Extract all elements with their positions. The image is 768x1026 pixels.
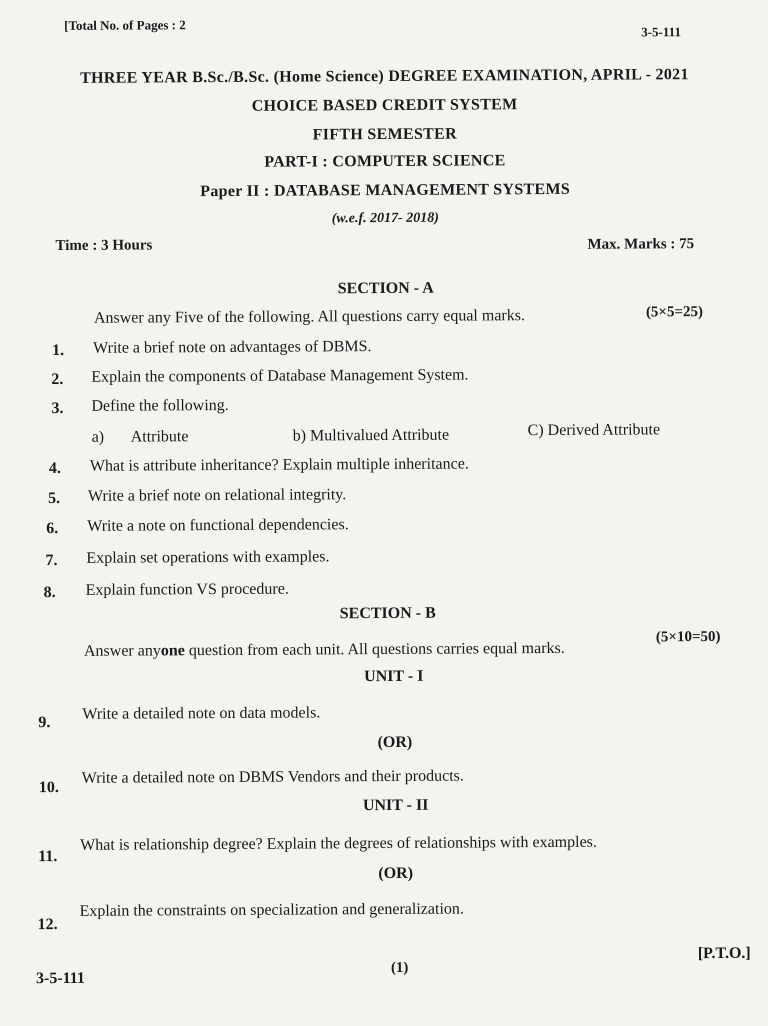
exam-validity: (w.e.f. 2017- 2018) xyxy=(331,210,439,227)
section-b-instruction xyxy=(84,640,565,661)
question-text: Define the following. xyxy=(91,396,229,415)
sub-option-c: C) Derived Attribute xyxy=(527,421,661,440)
question-number: 11. xyxy=(38,848,58,866)
question-text: Write a note on functional dependencies. xyxy=(87,516,349,535)
total-pages: [Total No. of Pages : 2 xyxy=(64,17,186,33)
instruction-emphasis: one xyxy=(160,642,185,660)
section-b-heading: SECTION - B xyxy=(339,604,436,623)
max-marks: Max. Marks : 75 xyxy=(587,236,695,253)
sub-option-a-label: a) xyxy=(91,428,105,446)
or-divider: (OR) xyxy=(378,864,414,883)
question-text: Write a brief note on relational integrity. xyxy=(87,486,347,505)
question-text: Explain the constraints on specialization and generalization. xyxy=(79,900,464,920)
question-number: 9. xyxy=(38,714,51,732)
question-number: 10. xyxy=(38,779,59,797)
section-a-instruction: Answer any Five of the following. All questions carry equal marks. xyxy=(93,307,526,327)
question-text: Write a detailed note on data models. xyxy=(82,704,321,723)
unit-2-heading: UNIT - II xyxy=(362,796,429,815)
question-text: What is relationship degree? Explain the degrees of relationships with examples. xyxy=(80,833,597,854)
sub-option-a: Attribute xyxy=(130,428,189,446)
question-number: 7. xyxy=(45,552,58,570)
exam-system: CHOICE BASED CREDIT SYSTEM xyxy=(251,96,518,115)
exam-semester: FIFTH SEMESTER xyxy=(312,125,457,144)
question-text: Explain set operations with examples. xyxy=(86,548,330,567)
sub-option-b: b) Multivalued Attribute xyxy=(292,426,450,445)
question-number: 1. xyxy=(52,341,65,360)
question-text: Write a detailed note on DBMS Vendors and their products. xyxy=(81,767,464,787)
pto-marker: [P.T.O.] xyxy=(697,944,751,963)
paper-code-footer: 3-5-111 xyxy=(35,969,85,988)
question-number: 8. xyxy=(43,584,56,602)
question-text: Explain function VS procedure. xyxy=(85,580,289,599)
question-number: 2. xyxy=(51,370,64,389)
question-number: 12. xyxy=(37,916,58,934)
or-divider: (OR) xyxy=(377,733,413,752)
question-number: 6. xyxy=(46,520,59,538)
question-text: Write a brief note on advantages of DBMS. xyxy=(93,338,372,357)
paper-code-top: 3-5-111 xyxy=(641,24,681,40)
exam-title: THREE YEAR B.Sc./B.Sc. (Home Science) DEGREE EXAMINATION, APRIL - 2021 xyxy=(80,66,689,87)
question-number: 5. xyxy=(47,489,61,508)
question-number: 3. xyxy=(51,399,64,418)
question-text: Explain the components of Database Management System. xyxy=(91,366,469,386)
instruction-pre: Answer any xyxy=(83,642,161,660)
section-b-marks: (5×10=50) xyxy=(655,628,721,646)
exam-part: PART-I : COMPUTER SCIENCE xyxy=(264,152,506,171)
page-number: (1) xyxy=(390,959,409,976)
exam-paper: Paper II : DATABASE MANAGEMENT SYSTEMS xyxy=(200,180,571,201)
section-a-heading: SECTION - A xyxy=(337,279,434,298)
question-number: 4. xyxy=(48,459,61,478)
time-label: Time : 3 Hours xyxy=(55,237,153,255)
section-a-marks: (5×5=25) xyxy=(645,304,704,321)
instruction-post: question from each unit. All questions carries equal marks. xyxy=(184,639,565,660)
unit-1-heading: UNIT - I xyxy=(364,667,424,686)
question-text: What is attribute inheritance? Explain multiple inheritance. xyxy=(89,455,469,475)
